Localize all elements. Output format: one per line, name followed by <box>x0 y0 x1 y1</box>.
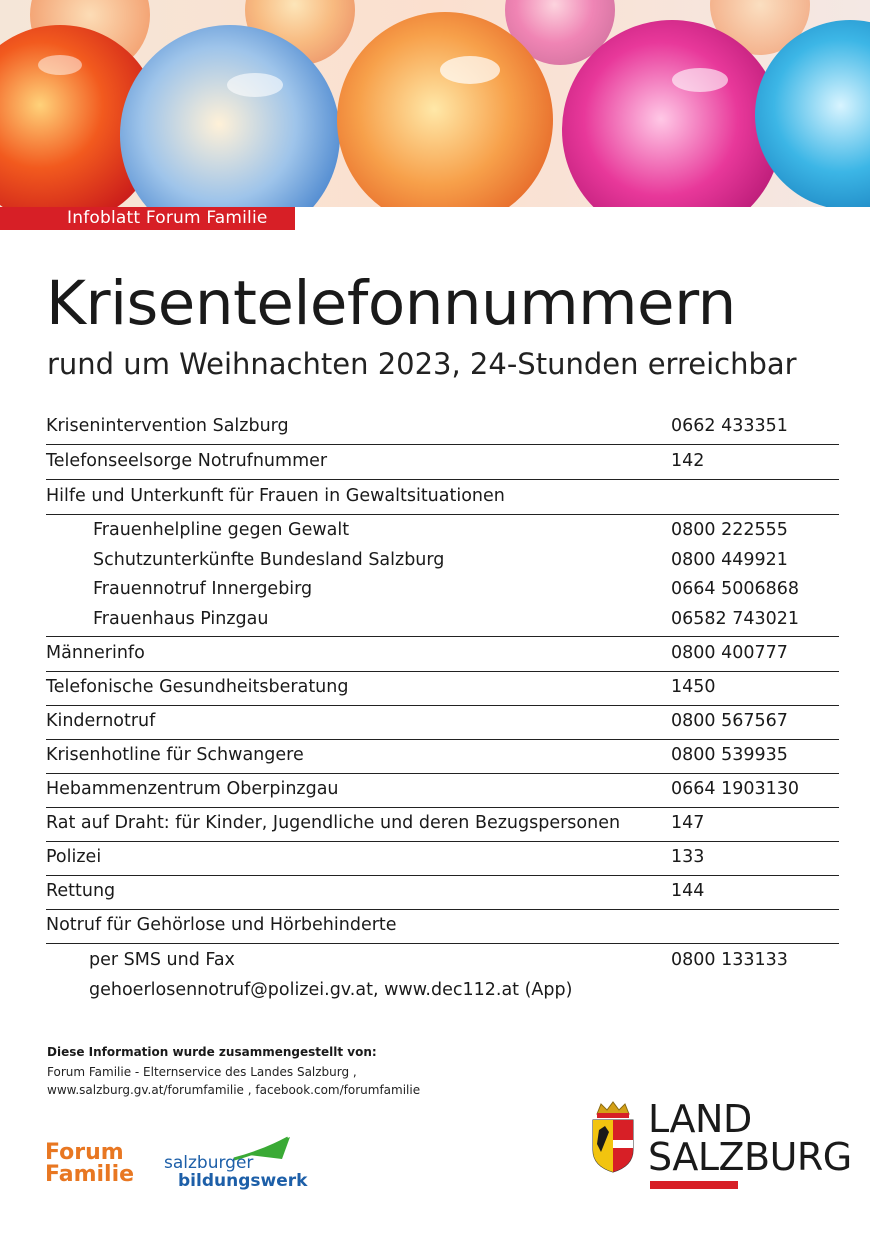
table-row <box>46 875 839 910</box>
row-number: 147 <box>671 813 705 833</box>
row-number: 144 <box>671 881 705 901</box>
row-label: Polizei <box>46 847 102 867</box>
row-label: Rat auf Draht: für Kinder, Jugendliche und deren Bezugspersonen <box>46 813 621 833</box>
row-number: 0800 539935 <box>671 745 788 765</box>
row-number: 0800 400777 <box>671 643 788 663</box>
table-row <box>46 410 839 445</box>
row-label: gehoerlosennotruf@polizei.gv.at, www.dec112.at (App) <box>89 980 573 1000</box>
row-label: Männerinfo <box>46 643 145 663</box>
bw-logo-line1: salzburger <box>164 1153 254 1173</box>
row-number: 06582 743021 <box>671 609 800 629</box>
credits-line: Forum Familie - Elternservice des Landes Salzburg , <box>47 1065 357 1079</box>
salzburger-bildungswerk-logo <box>164 1133 308 1193</box>
row-number: 142 <box>671 451 705 471</box>
table-row <box>46 944 839 974</box>
row-number: 0664 1903130 <box>671 779 800 799</box>
row-label: Hilfe und Unterkunft für Frauen in Gewaltsituationen <box>46 486 505 506</box>
table-row <box>46 671 839 706</box>
table-row <box>46 514 839 544</box>
row-label: Krisenhotline für Schwangere <box>46 745 304 765</box>
land-logo-line2: SALZBURG <box>648 1135 852 1179</box>
row-label: Telefonseelsorge Notrufnummer <box>46 451 328 471</box>
row-label: Schutzunterkünfte Bundesland Salzburg <box>93 550 445 570</box>
table-row-group-heading <box>46 909 839 944</box>
land-salzburg-red-bar <box>650 1181 738 1189</box>
table-row <box>46 544 839 574</box>
table-row <box>46 705 839 740</box>
forum-logo-line2: Familie <box>45 1162 135 1187</box>
land-logo-line1: LAND <box>648 1097 752 1141</box>
credits-heading: Diese Information wurde zusammengestellt von: <box>47 1045 377 1059</box>
table-row <box>46 974 839 1004</box>
table-row-group-heading <box>46 480 839 515</box>
glass-spheres-illustration <box>0 0 870 207</box>
row-number: 0662 433351 <box>671 416 788 436</box>
row-label: Telefonische Gesundheitsberatung <box>46 677 349 697</box>
row-number: 0800 222555 <box>671 520 788 540</box>
page-title: Krisentelefonnummern <box>46 268 736 339</box>
page-subtitle: rund um Weihnachten 2023, 24-Stunden erreichbar <box>47 347 797 381</box>
row-label: Kindernotruf <box>46 711 156 731</box>
salzburg-coat-of-arms-icon <box>591 1100 635 1174</box>
row-label: Rettung <box>46 881 116 901</box>
row-number: 0800 567567 <box>671 711 788 731</box>
table-row <box>46 445 839 480</box>
land-salzburg-logo <box>648 1097 852 1179</box>
row-label: Frauenhelpline gegen Gewalt <box>93 520 350 540</box>
infoblatt-tag <box>0 207 295 230</box>
row-label: Frauenhaus Pinzgau <box>93 609 269 629</box>
table-row <box>46 773 839 808</box>
row-number: 0800 133133 <box>671 950 788 970</box>
infoblatt-tag-label: Infoblatt Forum Familie <box>67 208 268 228</box>
bw-logo-line2: bildungswerk <box>178 1171 308 1191</box>
row-number: 0664 5006868 <box>671 579 800 599</box>
table-row <box>46 841 839 876</box>
row-label: Krisenintervention Salzburg <box>46 416 289 436</box>
row-label: Notruf für Gehörlose und Hörbehinderte <box>46 915 397 935</box>
row-label: Hebammenzentrum Oberpinzgau <box>46 779 339 799</box>
forum-familie-logo <box>45 1142 134 1186</box>
row-number: 0800 449921 <box>671 550 788 570</box>
header-banner-image <box>0 0 870 207</box>
forum-logo-line1: Forum <box>45 1140 124 1165</box>
table-row <box>46 739 839 774</box>
table-row <box>46 637 839 672</box>
row-label: per SMS und Fax <box>89 950 235 970</box>
row-label: Frauennotruf Innergebirg <box>93 579 313 599</box>
row-number: 133 <box>671 847 705 867</box>
table-row <box>46 573 839 603</box>
credits-links: www.salzburg.gv.at/forumfamilie , facebook.com/forumfamilie <box>47 1083 421 1097</box>
row-number: 1450 <box>671 677 716 697</box>
table-row <box>46 807 839 842</box>
table-row <box>46 603 839 637</box>
